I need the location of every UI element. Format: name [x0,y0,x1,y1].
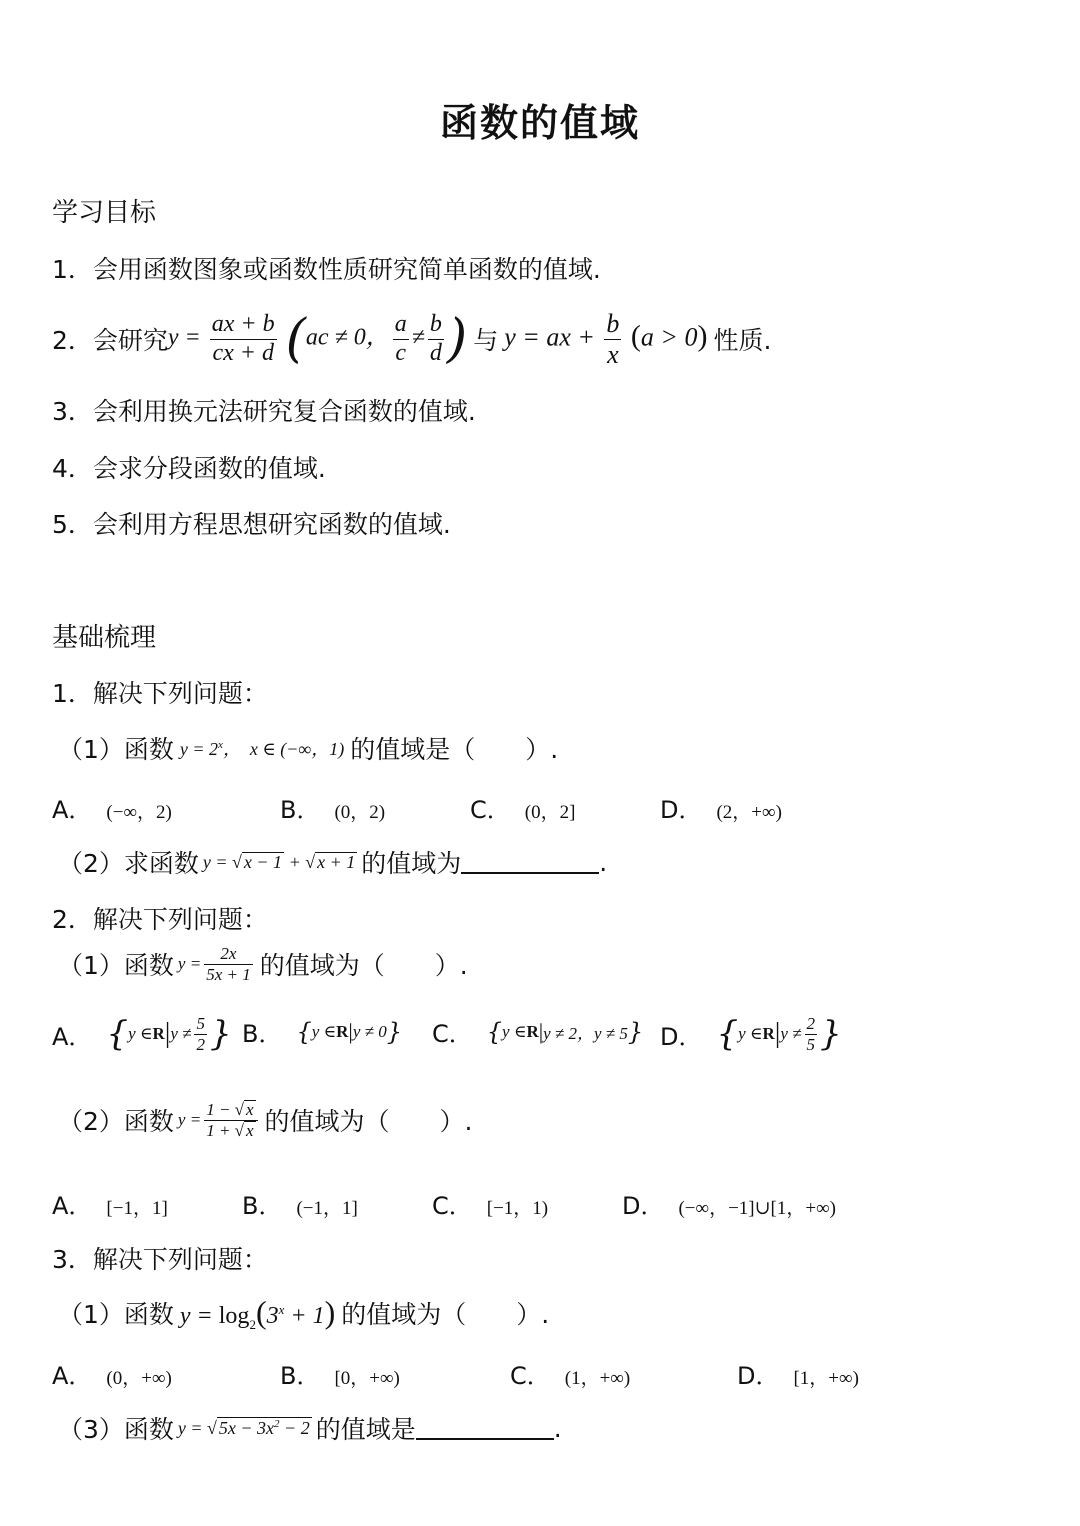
p2q1-option-c-value: { y ∈ R | y ≠ 2，y ≠ 5 } [486,1017,644,1046]
p2q2-option-a[interactable]: A． [−1，1] [52,1192,168,1220]
p1q1-option-b-value: (0，2) [334,802,386,823]
problem-1-q1-suffix: 的值域是（ ）. [350,735,559,764]
p2q2-option-d[interactable]: D． (−∞，−1]∪[1，+∞) [622,1192,836,1220]
page-title: 函数的值域 [439,101,640,145]
problem-2-q2 [58,1100,473,1140]
p3q1-option-c-value: (1，+∞) [564,1368,631,1389]
p2q2-option-b-value: (−1，1] [296,1198,358,1219]
p2q2-option-d-value: (−∞，−1]∪[1，+∞) [678,1198,836,1219]
problem-3-q1-prefix: （1）函数 [58,1300,174,1330]
p1q1-option-c-value: (0，2] [524,802,576,823]
p3q1-option-d[interactable]: D． [1，+∞) [737,1362,859,1390]
p1q1-option-b[interactable]: B． (0，2) [280,796,386,824]
problem-3-title: 3．解决下列问题： [52,1245,268,1274]
formula-sqrt-sum: y = √ x − 1 + √ x + 1 [202,851,356,872]
p2q1-option-d[interactable]: D． { y ∈ R | y ≠ $\frac{2}{5}$ } [660,1014,842,1055]
problem-2-q1-suffix: 的值域为（ ）. [259,951,468,981]
p2q2-option-c-value: [−1，1) [486,1198,549,1219]
goal-item-2-prefix: 2．会研究 [52,326,168,355]
problem-2-q1-prefix: （1）函数 [58,951,174,981]
p2q1-option-d-value: { y ∈ R | y ≠ $\frac{2}{5}$ } [716,1014,842,1055]
goal-item-2-suffix: 性质. [713,326,772,355]
goal-item-5: 5．会利用方程思想研究函数的值域. [52,510,451,539]
problem-1-q1-prefix: （1）函数 [58,735,174,764]
p2q2-option-b[interactable]: B． (−1，1] [242,1192,358,1220]
answer-blank[interactable] [461,850,599,874]
problem-1-q2-suffix: 的值域为 [361,849,462,878]
problem-3-q3-prefix: （3）函数 [58,1415,174,1444]
problem-1-q2-prefix: （2）求函数 [58,849,199,878]
problem-3-q3-suffix: 的值域是 [315,1415,416,1444]
formula-mobius: y = $\frac{ax + b}{cx + d}$ (ac ≠ 0， $\frac{a}{c}$ ≠ $\frac{b}{d}$ ) [167,309,468,369]
p2q1-option-b[interactable]: B． { y ∈ R | y ≠ 0 } [242,1017,402,1048]
problem-3-q1 [58,1294,549,1333]
p3q1-option-c[interactable]: C． (1，+∞) [510,1362,631,1390]
p1q1-option-d[interactable]: D． (2，+∞) [660,796,782,824]
goal-item-1: 1．会用函数图象或函数性质研究简单函数的值域. [52,255,601,284]
problem-3-q1-suffix: 的值域为（ ）. [341,1300,550,1330]
p3q1-option-a-value: (0，+∞) [106,1368,172,1389]
problem-2-title: 2．解决下列问题： [52,905,268,934]
p2q2-option-a-value: [−1，1] [106,1198,168,1219]
problem-1-q1 [58,730,558,766]
goals-heading: 学习目标 [52,198,157,228]
goal-item-3: 3．会利用换元法研究复合函数的值域. [52,397,476,426]
p1q1-option-d-value: (2，+∞) [716,802,782,823]
formula-sqrt-ratio: y = $\frac{1 - √ x}{1 + √ x}$ [178,1100,261,1140]
basics-heading: 基础梳理 [52,623,157,653]
goal-item-2 [52,304,771,374]
problem-2-q2-prefix: （2）函数 [58,1107,174,1137]
formula-exp: $y = 2^x$， x ∈ (−∞，1) [179,739,345,759]
p2q2-option-c[interactable]: C． [−1，1) [432,1192,549,1220]
problem-1-title: 1．解决下列问题： [52,679,268,708]
formula-check-function: y = ax + $\frac{b}{x}$ (a > 0) [504,308,708,369]
goal-item-4: 4．会求分段函数的值域. [52,454,326,483]
formula-sqrt-quadratic: y = √ $5x - 3x^2 - 2$ [177,1418,310,1438]
p1q1-option-a[interactable]: A． (−∞，2) [52,796,172,824]
p2q1-option-a-value: { y ∈ R | y ≠ $\frac{5}{2}$ } [106,1014,232,1055]
problem-2-q1 [58,944,468,984]
p1q1-option-c[interactable]: C． (0，2] [470,796,576,824]
p2q1-option-c[interactable]: C． { y ∈ R | y ≠ 2，y ≠ 5 } [432,1017,644,1048]
p3q1-option-a[interactable]: A． (0，+∞) [52,1362,172,1390]
goal-item-2-mid: 与 [473,326,499,355]
p1q1-option-a-value: (−∞，2) [106,802,172,823]
formula-log: $y = \log_2(3^x + 1)$ [179,1294,336,1332]
answer-blank[interactable] [416,1416,554,1440]
formula-rational: y = $\frac{2x}{5x + 1}$ [177,944,251,984]
p2q1-option-a[interactable]: A． { y ∈ R | y ≠ $\frac{5}{2}$ } [52,1014,232,1055]
p2q1-option-b-value: { y ∈ R | y ≠ 0 } [296,1017,402,1046]
p3q1-option-d-value: [1，+∞) [793,1368,859,1389]
p3q1-option-b-value: [0，+∞) [334,1368,400,1389]
problem-2-q2-suffix: 的值域为（ ）. [264,1107,473,1137]
problem-1-q2: （2）求函数 y = √ x − 1 + √ x + 1 的值域为 . [58,844,607,880]
p3q1-option-b[interactable]: B． [0，+∞) [280,1362,400,1390]
problem-3-q3: （3）函数 y = √ $5x - 3x^2 - 2$ 的值域是 . [58,1410,562,1446]
